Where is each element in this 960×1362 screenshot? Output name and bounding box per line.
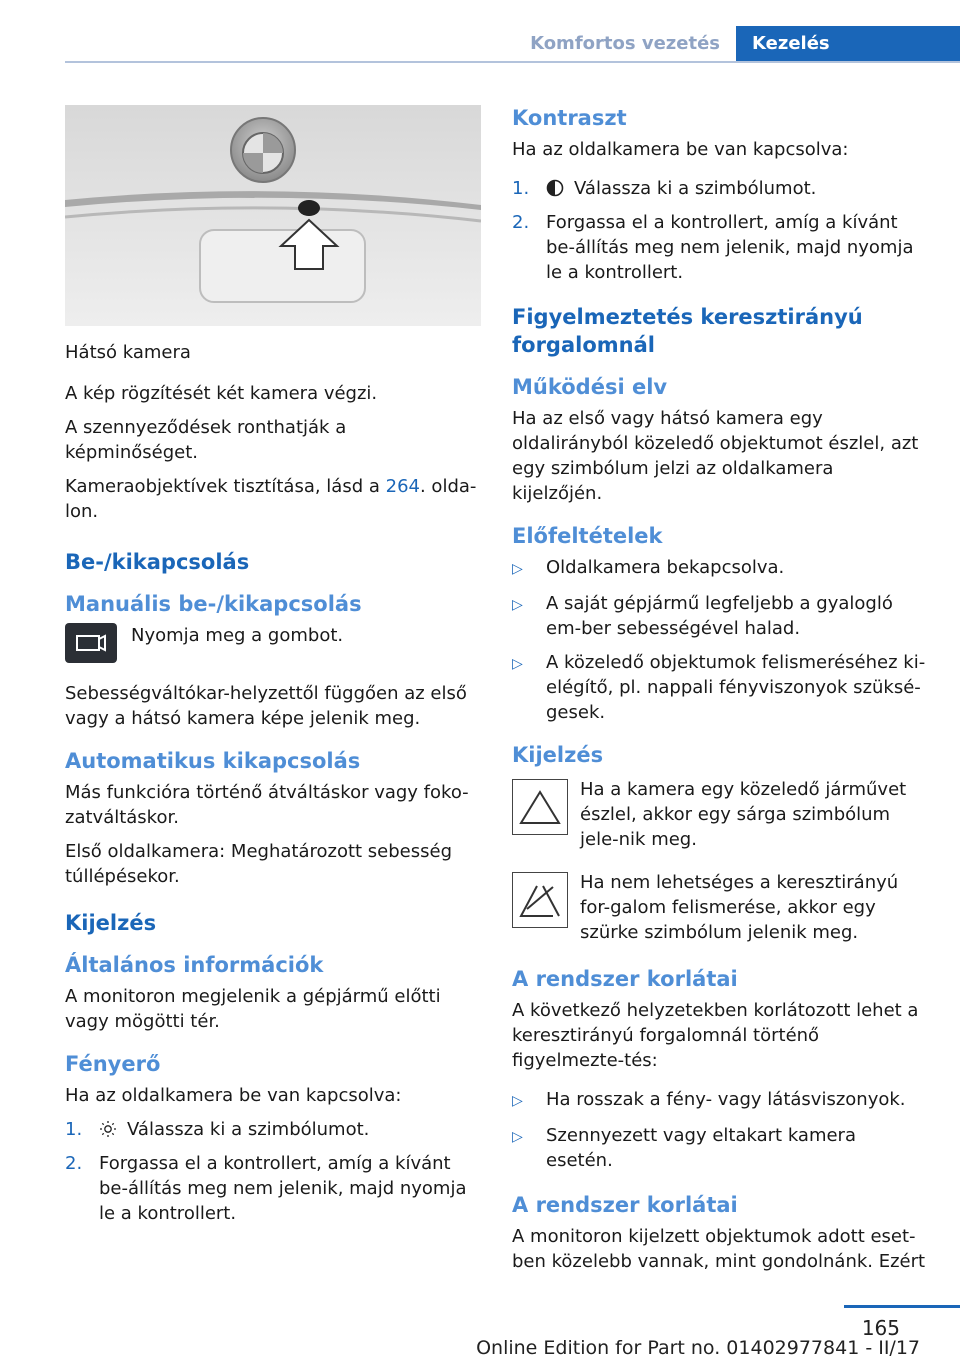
general-text: A monitoron megjelenik a gépjármű előtti vagy mögötti tér. — [65, 986, 441, 1032]
brightness-step — [65, 1117, 481, 1142]
brightness-step — [65, 1151, 481, 1226]
prereq-item: ▷ Oldalkamera bekapcsolva. — [512, 555, 928, 582]
auto-off-text: Első oldalkamera: Meghatározott sebesség túllépésekor. — [65, 841, 452, 887]
header-rule — [65, 61, 960, 63]
contrast-intro: Ha az oldalkamera be van kapcsolva: — [512, 139, 849, 160]
grey-symbol-row — [512, 870, 928, 945]
heading-general-info: Általános információk — [65, 953, 324, 977]
page-number: 165 — [861, 1316, 900, 1340]
limits-item: ▷ Ha rosszak a fény- vagy látásviszonyok. — [512, 1087, 928, 1114]
heading-display: Kijelzés — [65, 911, 157, 935]
step-number: 1. — [65, 1119, 83, 1140]
heading-cross-traffic: Figyelmeztetés keresztirányú forgalomnál — [512, 305, 863, 357]
step-text: Forgassa el a kontrollert, amíg a kívánt be-állítás meg nem jelenik, majd nyomja le a kontrollert. — [99, 1153, 467, 1224]
heading-auto-off: Automatikus kikapcsolás — [65, 749, 361, 773]
limits-item: ▷ Szennyezett vagy eltakart kamera esetén. — [512, 1125, 856, 1171]
yellow-symbol-text: Ha a kamera egy közeledő járművet észlel, akkor egy sárga szimbólum jele-nik meg. — [580, 779, 907, 850]
triangle-bullet-icon: ▷ — [512, 561, 523, 577]
prereq-item: ▷ A saját gépjármű legfeljebb a gyalogló em-ber sebességével halad. — [512, 593, 893, 639]
right-column — [512, 104, 928, 1283]
footer-rule — [844, 1305, 960, 1308]
heading-on-off: Be-/kikapcsolás — [65, 550, 250, 574]
edition-text: Online Edition for Part no. 01402977841 - II/17 — [476, 1337, 920, 1359]
step-number: 2. — [65, 1153, 83, 1174]
header-section-tab: Komfortos vezetés — [530, 33, 720, 54]
intro-text: A kép rögzítését két kamera végzi. — [65, 383, 378, 404]
heading-brightness: Fényerő — [65, 1052, 161, 1076]
rear-camera-photo — [65, 105, 481, 326]
intro-text: A szennyeződések ronthatják a képminőséget. — [65, 417, 347, 463]
heading-limits: A rendszer korlátai — [512, 1193, 738, 1217]
step-text: Válassza ki a szimbólumot. — [127, 1119, 370, 1140]
warning-triangle-icon — [512, 779, 568, 835]
warning-triangle-crossed-icon — [512, 872, 568, 928]
yellow-symbol-row — [512, 777, 928, 852]
contrast-step — [512, 210, 928, 285]
step-number: 1. — [512, 178, 530, 199]
contrast-step — [512, 176, 928, 201]
page-reference-link[interactable]: 264 — [385, 476, 420, 497]
triangle-bullet-icon: ▷ — [512, 656, 523, 672]
press-button-text: Nyomja meg a gombot. — [131, 625, 344, 646]
triangle-bullet-icon: ▷ — [512, 1129, 523, 1145]
auto-off-text: Más funkcióra történő átváltáskor vagy foko-zatváltáskor. — [65, 782, 469, 828]
cleaning-reference: Kameraobjektívek tisztítása, lásd a 264. olda-lon. — [65, 476, 477, 522]
principle-text: Ha az első vagy hátsó kamera egy oldalirányból közeledő objektumot észlel, azt egy szimbólum jelzi az oldalkamera kijelzőjén. — [512, 408, 919, 504]
contrast-icon — [546, 179, 564, 197]
photo-caption: Hátsó kamera — [65, 342, 191, 363]
heading-manual: Manuális be-/kikapcsolás — [65, 592, 362, 616]
gear-text: Sebességváltókar-helyzettől függően az első vagy a hátsó kamera képe jelenik meg. — [65, 683, 467, 729]
heading-prerequisites: Előfeltételek — [512, 524, 663, 548]
triangle-bullet-icon: ▷ — [512, 1093, 523, 1109]
camera-button-row — [65, 623, 481, 663]
limits-text: A monitoron kijelzett objektumok adott eset-ben közelebb vannak, mint gondolnánk. Ezért — [512, 1226, 926, 1272]
heading-display: Kijelzés — [512, 743, 604, 767]
camera-button-icon — [65, 623, 117, 663]
step-text: Válassza ki a szimbólumot. — [574, 178, 817, 199]
triangle-bullet-icon: ▷ — [512, 597, 523, 613]
header-chapter-tab: Kezelés — [736, 26, 960, 62]
heading-limits: A rendszer korlátai — [512, 967, 738, 991]
heading-principle: Működési elv — [512, 375, 668, 399]
brightness-icon — [99, 1120, 117, 1138]
step-number: 2. — [512, 212, 530, 233]
left-column — [65, 105, 481, 1235]
step-text: Forgassa el a kontrollert, amíg a kívánt be-állítás meg nem jelenik, majd nyomja le a kontrollert. — [546, 212, 914, 283]
prereq-item: ▷ A közeledő objektumok felismeréséhez ki-elégítő, pl. nappali fényviszonyok szüksé-gesek. — [512, 652, 926, 723]
grey-symbol-text: Ha nem lehetséges a keresztirányú for-galom felismerése, akkor egy szürke szimbólum jelenik meg. — [580, 872, 899, 943]
limits-text: A következő helyzetekben korlátozott lehet a keresztirányú forgalomnál történő figyelmezte-tés: — [512, 1000, 919, 1071]
heading-contrast: Kontraszt — [512, 106, 627, 130]
brightness-intro: Ha az oldalkamera be van kapcsolva: — [65, 1085, 402, 1106]
